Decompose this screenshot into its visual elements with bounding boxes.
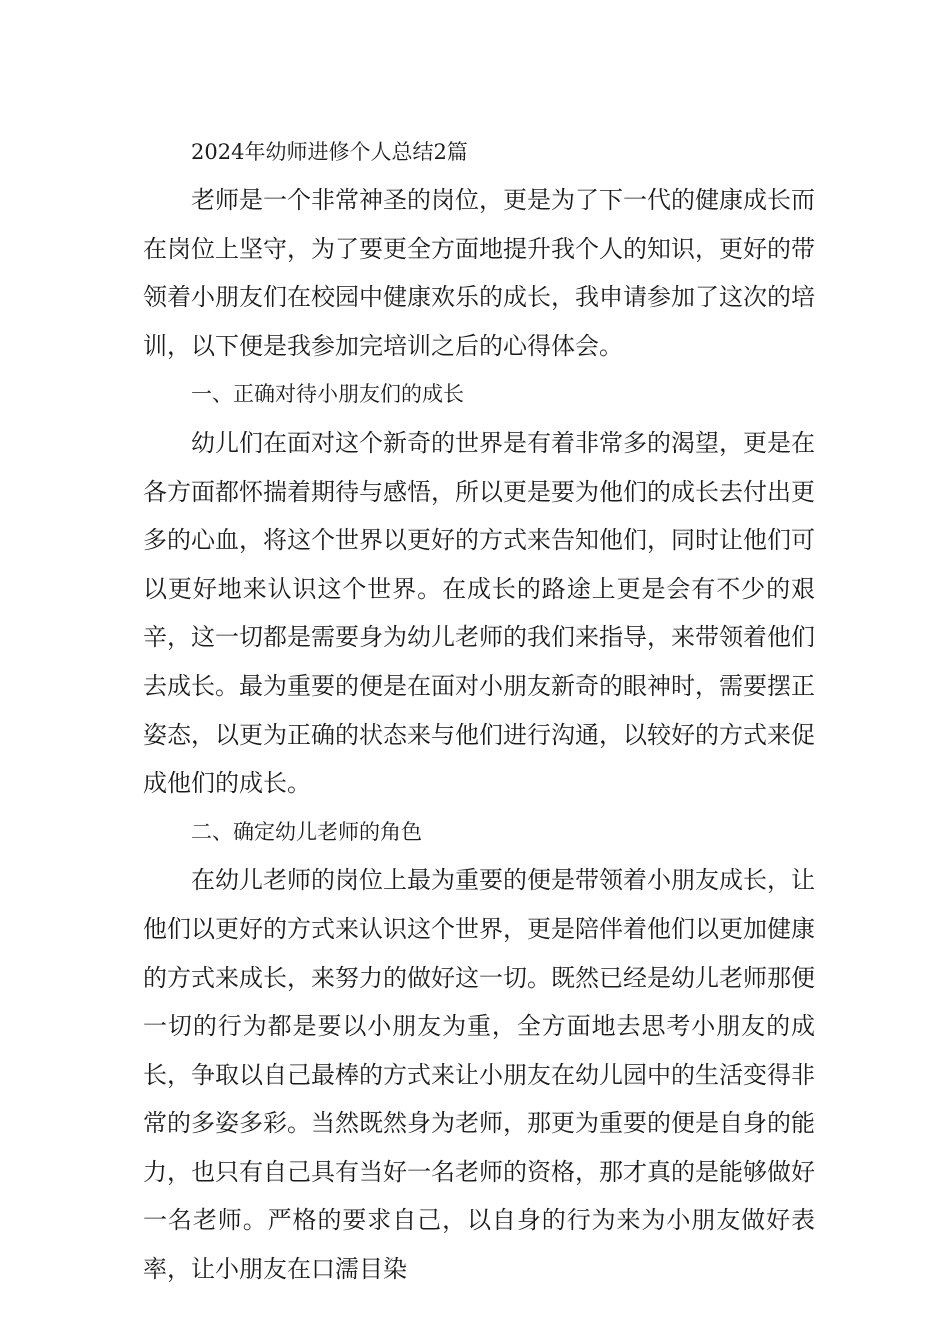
document-body xyxy=(143,128,815,1294)
section-2-paragraph: 在幼儿老师的岗位上最为重要的便是带领着小朋友成长，让他们以更好的方式来认识这个世界，更是陪伴着他们以更加健康的方式来成长，来努力的做好这一切。既然已经是幼儿老师那便一切的行为都是要以小朋友为重，全方面地去思考小朋友的成长，争取以自己最棒的方式来让小朋友在幼儿园中的生活变得非常的多姿多彩。当然既然身为老师，那更为重要的便是自身的能力，也只有自己具有当好一名老师的资格，那才真的是能够做好一名老师。严格的要求自己，以自身的行为来为小朋友做好表率，让小朋友在口濡目染 xyxy=(143,866,815,1284)
section-1-heading: 一、正确对待小朋友们的成长 xyxy=(191,382,464,407)
intro-paragraph: 老师是一个非常神圣的岗位，更是为了下一代的健康成长而在岗位上坚守，为了要更全方面地提升我个人的知识，更好的带领着小朋友们在校园中健康欢乐的成长，我申请参加了这次的培训，以下便是我参加完培训之后的心得体会。 xyxy=(143,186,815,360)
document-title: 2024年幼师进修个人总结2篇 xyxy=(191,140,468,164)
section-1-paragraph: 幼儿们在面对这个新奇的世界是有着非常多的渴望，更是在各方面都怀揣着期待与感悟，所以更是要为他们的成长去付出更多的心血，将这个世界以更好的方式来告知他们，同时让他们可以更好地来认识这个世界。在成长的路途上更是会有不少的艰辛，这一切都是需要身为幼儿老师的我们来指导，来带领着他们去成长。最为重要的便是在面对小朋友新奇的眼神时，需要摆正姿态，以更为正确的状态来与他们进行沟通，以较好的方式来促成他们的成长。 xyxy=(143,428,815,798)
section-2-heading: 二、确定幼儿老师的角色 xyxy=(191,819,422,844)
